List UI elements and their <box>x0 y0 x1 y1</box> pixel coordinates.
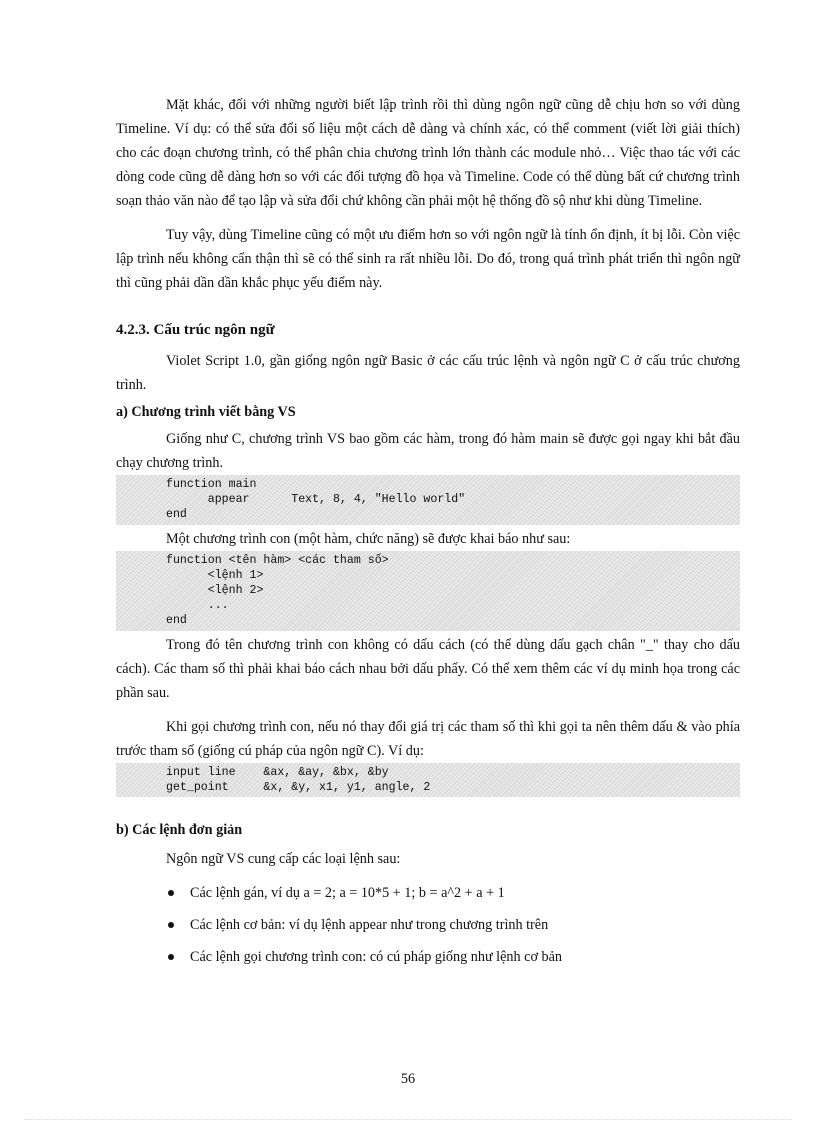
paragraph: Một chương trình con (một hàm, chức năng) sẽ được khai báo như sau: <box>166 530 571 547</box>
bullet-icon <box>168 890 174 896</box>
list-item-text: Các lệnh gọi chương trình con: có cú pháp giống như lệnh cơ bản <box>190 949 562 966</box>
paragraph: Khi gọi chương trình con, nếu nó thay đổi giá trị các tham số thì khi gọi ta nên thêm dấu & vào phía trước tham số (giống cú pháp của ngôn ngữ C). Ví dụ: <box>116 718 740 759</box>
paragraph: Tuy vậy, dùng Timeline cũng có một ưu điểm hơn so với ngôn ngữ là tính ổn định, ít bị lỗi. Còn việc lập trình nếu không cẩn thận thì sẽ có thể sinh ra rất nhiều lỗi. Do đó, trong quá trình phát triển thì ngôn ngữ thì cũng phải dần dần khắc phục yếu điểm này. <box>116 227 740 291</box>
code-block-function-declaration: function <tên hàm> <các tham số> <lệnh 1> <lệnh 2> ... end <box>116 551 740 631</box>
paragraph: Trong đó tên chương trình con không có dấu cách (có thể dùng dấu gạch chân "_" thay cho dấu cách). Các tham số thì phải khai báo cách nhau bởi dấu phẩy. Có thể xem thêm các ví dụ minh họa trong các phần sau. <box>116 636 740 701</box>
code-block-main: function main appear Text, 8, 4, "Hello world" end <box>116 475 740 525</box>
bullet-icon <box>168 954 174 960</box>
page-number: 56 <box>400 1071 416 1087</box>
subsection-heading-b: b) Các lệnh đơn giản <box>116 822 243 839</box>
footer-divider <box>24 1119 792 1120</box>
list-item <box>116 909 740 941</box>
paragraph: Violet Script 1.0, gần giống ngôn ngữ Basic ở các cấu trúc lệnh và ngôn ngữ C ở cấu trúc chương trình. <box>116 353 740 393</box>
code-block-call-example: input line &ax, &ay, &bx, &by get_point &x, &y, x1, y1, angle, 2 <box>116 763 740 797</box>
list-item <box>116 941 740 973</box>
section-heading: 4.2.3. Cấu trúc ngôn ngữ <box>116 322 275 338</box>
paragraph: Giống như C, chương trình VS bao gồm các hàm, trong đó hàm main sẽ được gọi ngay khi bắt đầu chạy chương trình. <box>116 431 740 471</box>
document-page <box>116 93 740 973</box>
bullet-icon <box>168 922 174 928</box>
paragraph: Mặt khác, đối với những người biết lập trình rồi thì dùng ngôn ngữ cũng dễ chịu hơn so với dùng Timeline. Ví dụ: có thể sửa đổi số liệu một cách dễ dàng và chính xác, có thể comment (viết lời giải thích) cho các đoạn chương trình, có thể phân chia chương trình lớn thành các module nhỏ… Việc thao tác với các dòng code cũng dễ dàng hơn so với các đối tượng đồ họa và Timeline. Code có thể dùng bất cứ chương trình soạn thảo văn nào để tạo lập và sửa đổi chứ không cần phải một hệ thống đồ sộ như khi dùng Timeline. <box>116 97 740 209</box>
paragraph: Ngôn ngữ VS cung cấp các loại lệnh sau: <box>166 851 401 868</box>
list-item <box>116 877 740 909</box>
bullet-list <box>116 877 740 973</box>
list-item-text: Các lệnh cơ bản: ví dụ lệnh appear như trong chương trình trên <box>190 917 549 934</box>
subsection-heading-a: a) Chương trình viết bằng VS <box>116 404 296 420</box>
list-item-text: Các lệnh gán, ví dụ a = 2; a = 10*5 + 1; b = a^2 + a + 1 <box>190 885 505 902</box>
